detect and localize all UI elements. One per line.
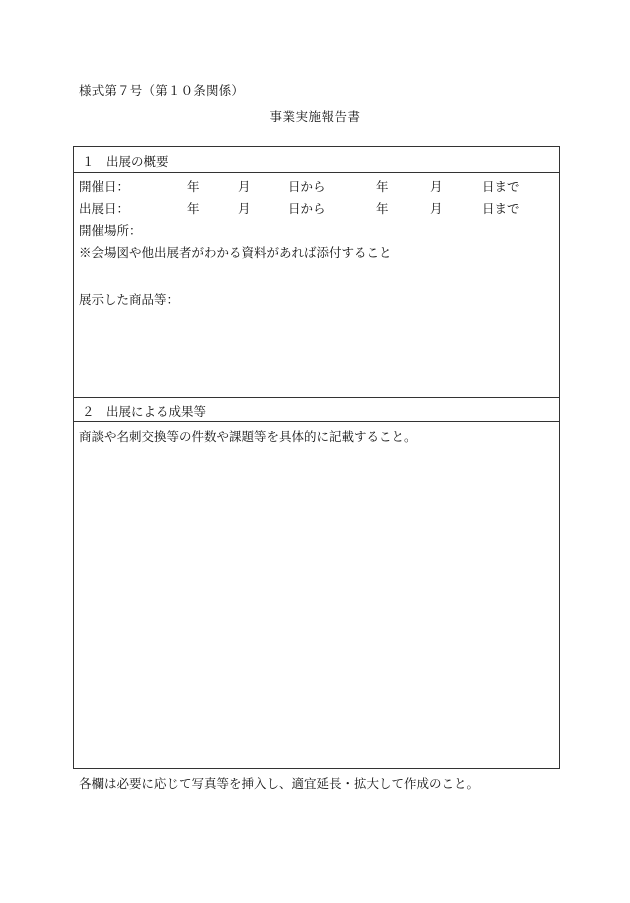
section2-number: ２ <box>82 404 95 419</box>
section2-top-divider <box>74 397 559 398</box>
section2-title: 出展による成果等 <box>106 404 207 419</box>
section1-title: 出展の概要 <box>106 154 169 169</box>
exhibit-date-year-end[interactable]: 年 <box>376 201 389 216</box>
section1-heading <box>82 152 169 170</box>
exhibit-date-until[interactable]: 日まで <box>482 201 520 216</box>
exhibit-date-month-end[interactable]: 月 <box>430 201 443 216</box>
products-label[interactable]: 展示した商品等： <box>79 292 180 307</box>
section1-number: １ <box>82 154 95 169</box>
event-date-until[interactable]: 日まで <box>482 179 520 194</box>
event-date-year-end[interactable]: 年 <box>376 179 389 194</box>
section2-instruction[interactable]: 商談や名刺交換等の件数や課題等を具体的に記載すること。 <box>79 429 417 444</box>
event-date-row <box>79 177 559 193</box>
venue-label[interactable]: 開催場所： <box>79 223 142 238</box>
exhibit-date-year[interactable]: 年 <box>187 201 200 216</box>
report-form-table <box>73 146 560 769</box>
exhibit-date-month[interactable]: 月 <box>238 201 251 216</box>
exhibit-date-row <box>79 199 559 215</box>
document-title: 事業実施報告書 <box>269 109 361 124</box>
event-date-month-end[interactable]: 月 <box>430 179 443 194</box>
event-date-from[interactable]: 日から <box>288 179 326 194</box>
venue-note: ※会場図や他出展者がわかる資料があれば添付すること <box>79 245 392 260</box>
footnote: 各欄は必要に応じて写真等を挿入し、適宜延長・拡大して作成のこと。 <box>79 776 480 791</box>
event-date-year[interactable]: 年 <box>187 179 200 194</box>
section1-divider <box>74 172 559 173</box>
section2-divider <box>74 421 559 422</box>
form-number: 様式第７号（第１０条関係） <box>79 83 245 98</box>
section2-heading <box>82 402 206 420</box>
event-date-month[interactable]: 月 <box>238 179 251 194</box>
exhibit-date-from[interactable]: 日から <box>288 201 326 216</box>
event-date-label: 開催日： <box>79 179 130 194</box>
exhibit-date-label: 出展日： <box>79 201 130 216</box>
